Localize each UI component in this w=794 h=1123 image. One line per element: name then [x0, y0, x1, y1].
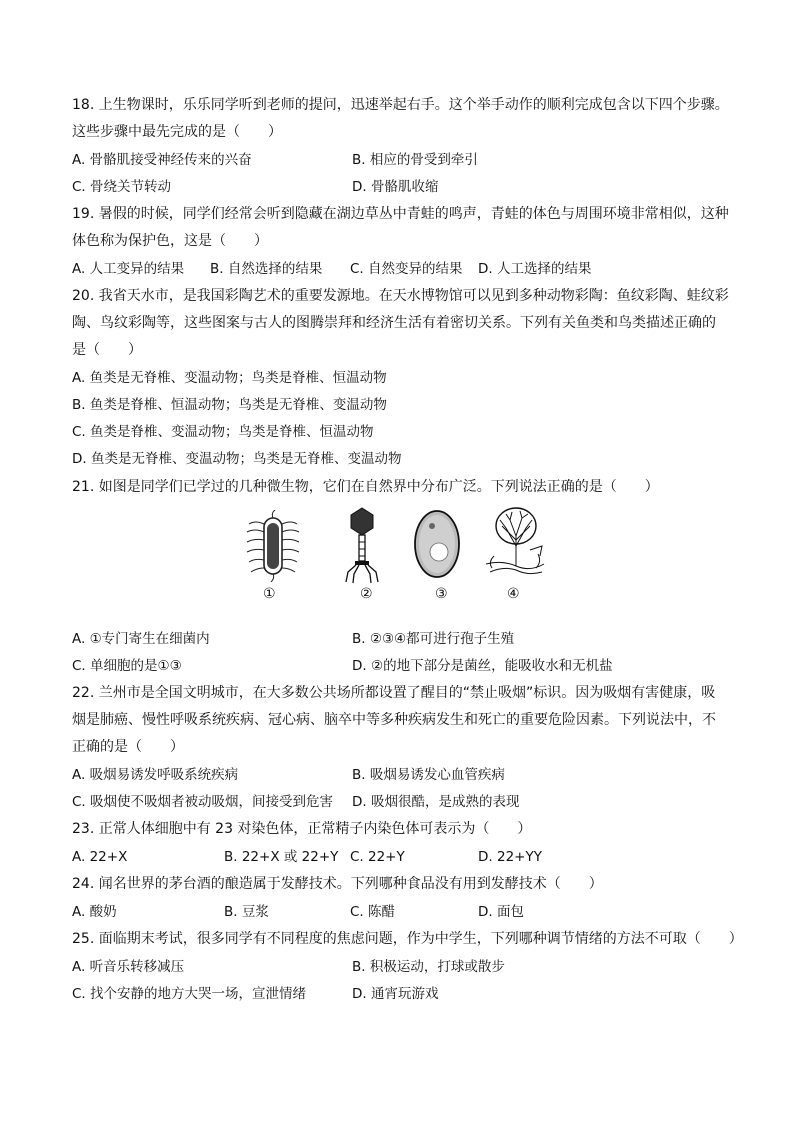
- q21-option-a: A. ①专门寄生在细菌内: [72, 631, 210, 647]
- q23-option-a: A. 22+X: [72, 849, 128, 865]
- q20-option-b: B. 鱼类是脊椎、恒温动物；鸟类是无脊椎、变温动物: [72, 397, 387, 413]
- q23-option-b: B. 22+X 或 22+Y: [224, 849, 339, 865]
- q22-stem: 22. 兰州市是全国文明城市，在大多数公共场所都设置了醒目的“禁止吸烟”标识。因为吸烟有害健康，吸: [72, 685, 716, 701]
- q25-option-c: C. 找个安静的地方大哭一场，宣泄情绪: [72, 986, 307, 1002]
- q25-stem: 25. 面临期末考试，很多同学有不同程度的焦虑问题，作为中学生，下列哪种调节情绪的方法不可取（ ）: [72, 931, 743, 947]
- bacterium-figure: [243, 510, 303, 582]
- bacteriophage-figure: [342, 506, 382, 584]
- q20-option-c: C. 鱼类是脊椎、变温动物；鸟类是脊椎、恒温动物: [72, 424, 374, 440]
- q25-option-b: B. 积极运动，打球或散步: [352, 959, 505, 975]
- q22-option-a: A. 吸烟易诱发呼吸系统疾病: [72, 767, 239, 783]
- q22-option-b: B. 吸烟易诱发心血管疾病: [352, 767, 505, 783]
- q24-option-a: A. 酸奶: [72, 904, 117, 920]
- q19-stem-cont: 体色称为保护色，这是（ ）: [72, 233, 268, 249]
- q22-option-d: D. 吸烟很酷，是成熟的表现: [352, 794, 520, 810]
- yeast-figure: [412, 508, 462, 580]
- q20-stem-end: 是（ ）: [72, 342, 142, 358]
- q23-option-c: C. 22+Y: [350, 849, 405, 865]
- q19-option-c: C. 自然变异的结果: [350, 261, 463, 277]
- figure-label-3: ③: [435, 586, 448, 602]
- figure-label-2: ②: [360, 586, 373, 602]
- q18-option-c: C. 骨绕关节转动: [72, 179, 172, 195]
- q20-option-a: A. 鱼类是无脊椎、变温动物；鸟类是脊椎、恒温动物: [72, 370, 387, 386]
- q20-option-d: D. 鱼类是无脊椎、变温动物；鸟类是无脊椎、变温动物: [72, 451, 402, 467]
- q20-stem-cont: 陶、鸟纹彩陶等，这些图案与古人的图腾崇拜和经济生活有着密切关系。下列有关鱼类和鸟类描述正确的: [72, 315, 716, 331]
- mold-figure: [482, 506, 548, 582]
- q22-stem-cont: 烟是肺癌、慢性呼吸系统疾病、冠心病、脑卒中等多种疾病发生和死亡的重要危险因素。下列说法中，不: [72, 712, 716, 728]
- q23-stem: 23. 正常人体细胞中有 23 对染色体，正常精子内染色体可表示为（ ）: [72, 821, 532, 837]
- q18-option-b: B. 相应的骨受到牵引: [352, 152, 478, 168]
- q24-option-d: D. 面包: [478, 904, 524, 920]
- q24-stem: 24. 闻名世界的茅台酒的酿造属于发酵技术。下列哪种食品没有用到发酵技术（ ）: [72, 876, 603, 892]
- q22-option-c: C. 吸烟使不吸烟者被动吸烟，间接受到危害: [72, 794, 334, 810]
- q19-option-b: B. 自然选择的结果: [210, 261, 323, 277]
- q18-stem: 18. 上生物课时，乐乐同学听到老师的提问，迅速举起右手。这个举手动作的顺利完成包含以下四个步骤。: [72, 97, 729, 113]
- q18-option-d: D. 骨骼肌收缩: [352, 179, 439, 195]
- figure-label-1: ①: [263, 586, 276, 602]
- q24-option-b: B. 豆浆: [224, 904, 269, 920]
- q24-option-c: C. 陈醋: [350, 904, 396, 920]
- q19-stem: 19. 暑假的时候，同学们经常会听到隐藏在湖边草丛中青蛙的鸣声，青蛙的体色与周围环境非常相似，这种: [72, 206, 729, 222]
- q21-option-b: B. ②③④都可进行孢子生殖: [352, 631, 515, 647]
- q23-option-d: D. 22+YY: [478, 849, 542, 865]
- figure-label-4: ④: [507, 586, 520, 602]
- q20-stem: 20. 我省天水市，是我国彩陶艺术的重要发源地。在天水博物馆可以见到多种动物彩陶：鱼纹彩陶、蛙纹彩: [72, 288, 729, 304]
- q21-option-d: D. ②的地下部分是菌丝，能吸收水和无机盐: [352, 658, 613, 674]
- q21-option-c: C. 单细胞的是①③: [72, 658, 182, 674]
- microorganism-figures: [0, 500, 794, 610]
- q25-option-a: A. 听音乐转移减压: [72, 959, 185, 975]
- q19-option-d: D. 人工选择的结果: [478, 261, 592, 277]
- q18-stem-cont: 这些步骤中最先完成的是（ ）: [72, 124, 282, 140]
- q18-option-a: A. 骨骼肌接受神经传来的兴奋: [72, 152, 252, 168]
- q22-stem-end: 正确的是（ ）: [72, 739, 184, 755]
- q19-option-a: A. 人工变异的结果: [72, 261, 185, 277]
- q25-option-d: D. 通宵玩游戏: [352, 986, 439, 1002]
- q21-stem: 21. 如图是同学们已学过的几种微生物，它们在自然界中分布广泛。下列说法正确的是（ ）: [72, 479, 659, 495]
